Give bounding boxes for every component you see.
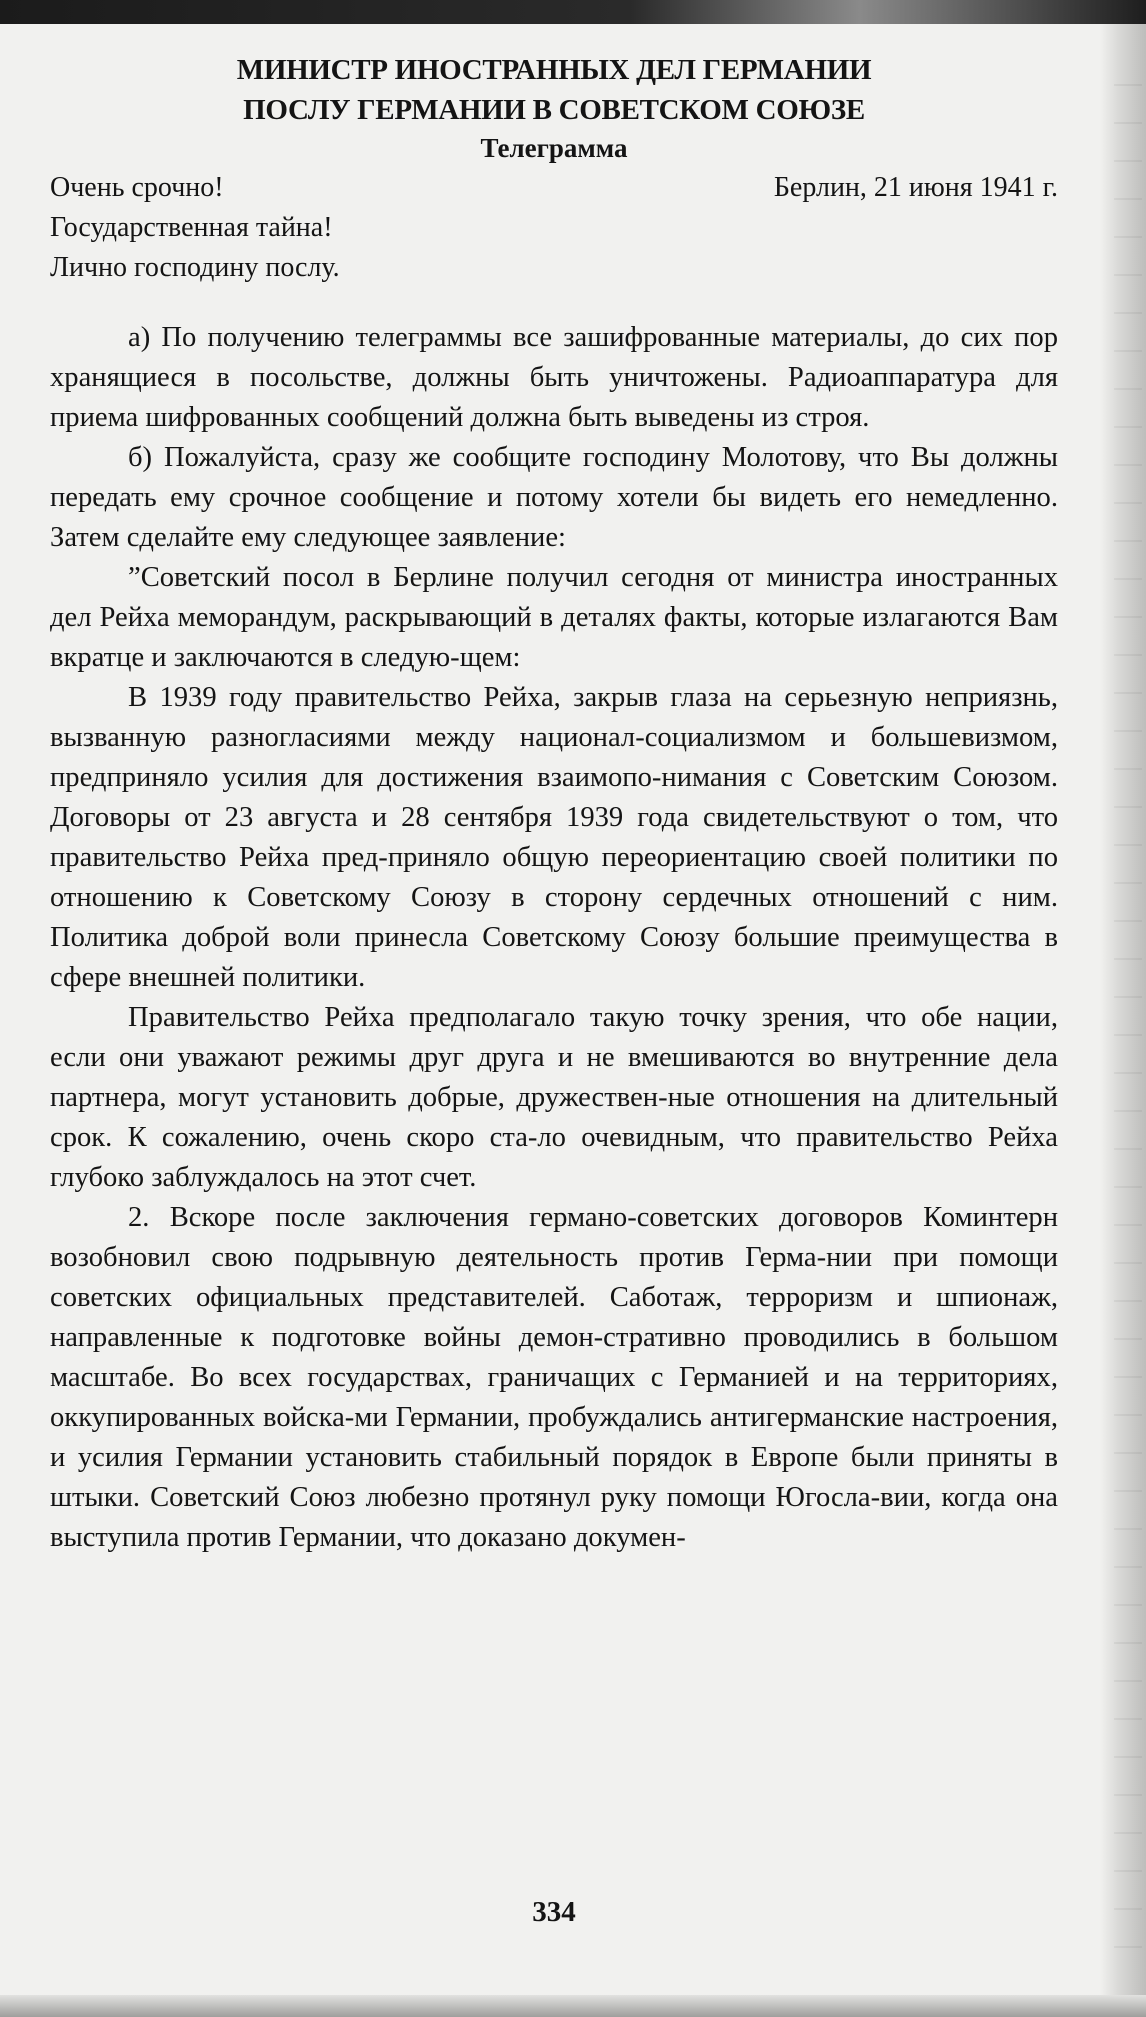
place-date: Берлин, 21 июня 1941 г.: [773, 172, 1058, 203]
paragraph-1939: В 1939 году правительство Рейха, закрыв глаза на серьезную неприязнь, вызванную разногласиями между национал-социализмом и большевизмом, предприняло усилия для достижения взаимопо-нимания с Советским Союзом. Договоры от 23 августа и 28 сентября 1939 года свидетельствуют о том, что правительство Рейха пред-приняло общую переориентацию своей политики по отношению к Советскому Союзу в сторону сердечных отношений с ним. Политика доброй воли принесла Советскому Союзу большие преимущества в сфере внешней политики.: [50, 682, 1058, 993]
scan-top-edge: [0, 0, 1146, 24]
paragraph-2-comintern: 2. Вскоре после заключения германо-советских договоров Коминтерн возобновил свою подрывную деятельность против Герма-нии при помощи советских официальных представителей. Саботаж, терроризм и шпионаж, направленные к подготовке войны демон-стративно проводились в большом масштабе. Во всех государствах, граничащих с Германией и на территориях, оккупированных войска-ми Германии, пробуждались антигерманские настроения, и усилия Германии установить стабильный порядок в Европе были приняты в штыки. Советский Союз любезно протянул руку помощи Югосла-вии, когда она выступила против Германии, что доказано докумен-: [50, 1202, 1058, 1553]
secrecy-mark: Государственная тайна!: [50, 212, 333, 243]
document-type: Телеграмма: [480, 133, 628, 163]
scan-bleed-through: [1114, 84, 1142, 1984]
urgency-date-row: [50, 168, 1058, 208]
heading-recipient: ПОСЛУ ГЕРМАНИИ В СОВЕТСКОМ СОЮЗЕ: [243, 94, 865, 126]
scan-bottom-edge: [0, 1995, 1146, 2017]
telegram-body: [50, 318, 1058, 1558]
document-page: [50, 50, 1058, 1950]
page-number: 334: [532, 1896, 576, 1928]
urgency-mark: Очень срочно!: [50, 172, 224, 203]
spacer: [50, 288, 1058, 318]
paragraph-a: а) По получению телеграммы все зашифрованные материалы, до сих пор хранящиеся в посольстве, должны быть уничтожены. Радиоаппаратура для приема шифрованных сообщений должна быть выведены из строя.: [50, 322, 1058, 433]
paragraph-statement-intro: ”Советский посол в Берлине получил сегодня от министра иностранных дел Рейха меморандум, раскрывающий в деталях факты, которые излагаются Вам вкратце и заключаются в следую-щем:: [50, 562, 1058, 673]
paragraph-reich-assumption: Правительство Рейха предполагало такую точку зрения, что обе нации, если они уважают режимы друг друга и не вмешиваются во внутренние дела партнера, могут установить добрые, дружествен-ные отношения на длительный срок. К сожалению, очень скоро ста-ло очевидным, что правительство Рейха глубоко заблуждалось на этот счет.: [50, 1002, 1058, 1193]
heading-sender: МИНИСТР ИНОСТРАННЫХ ДЕЛ ГЕРМАНИИ: [236, 54, 872, 86]
addressee-line: Лично господину послу.: [50, 252, 340, 283]
paragraph-b: б) Пожалуйста, сразу же сообщите господину Молотову, что Вы должны передать ему срочное сообщение и потому хотели бы видеть его немедленно. Затем сделайте ему следующее заявление:: [50, 442, 1058, 553]
scan-right-edge: [1100, 24, 1146, 2017]
